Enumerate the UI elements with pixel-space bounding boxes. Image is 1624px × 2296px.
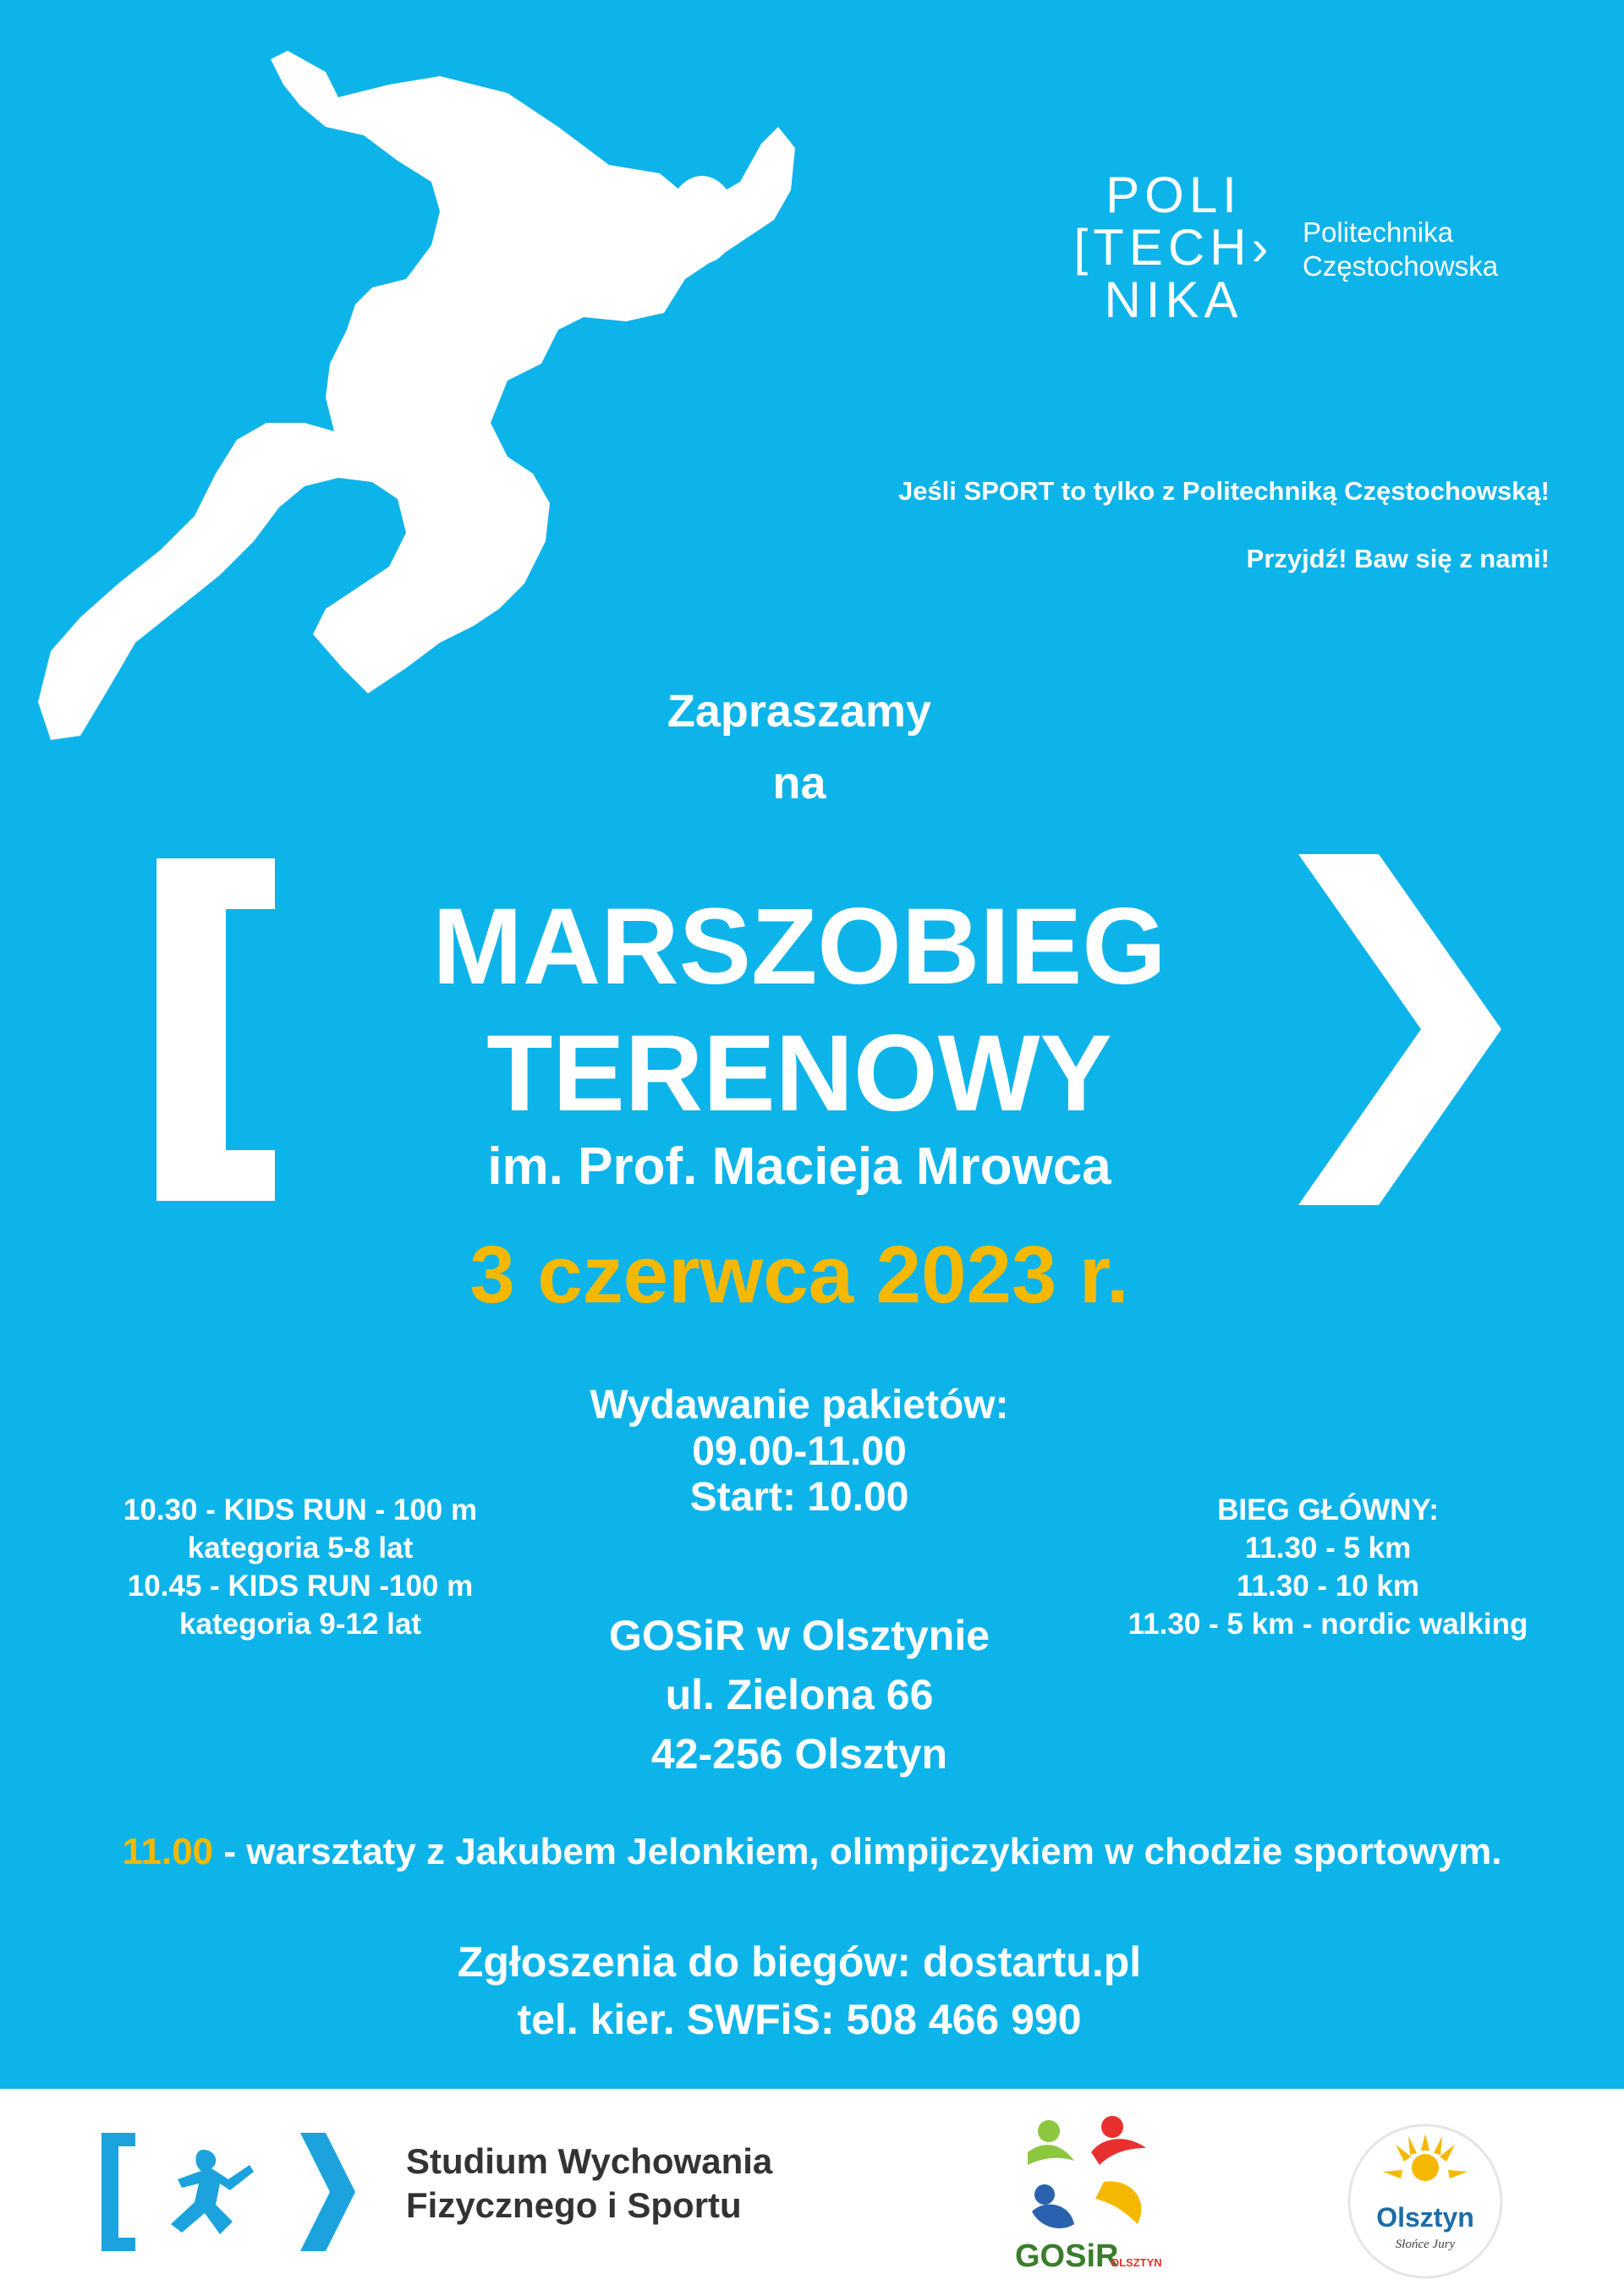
slogan-2: Przyjdź! Baw się z nami! <box>1246 544 1550 573</box>
event-title-line-2: TERENOWY <box>486 1013 1112 1134</box>
kids-line-4: kategoria 9-12 lat <box>179 1608 421 1641</box>
invite-line-1: Zapraszamy <box>667 686 932 737</box>
olsztyn-tagline: Słońce Jury <box>1395 2238 1456 2251</box>
footer <box>0 2089 1624 2296</box>
olsztyn-logo <box>1345 2121 1506 2282</box>
workshop-time: 11.00 <box>122 1831 214 1872</box>
venue-name: GOSiR w Olsztynie <box>608 1612 990 1659</box>
packets-time: 09.00-11.00 <box>692 1429 907 1474</box>
olsztyn-text: Olsztyn <box>1376 2202 1474 2233</box>
event-title-line-1: MARSZOBIEG <box>432 886 1166 1007</box>
gosir-text: GOSiR <box>1015 2238 1119 2274</box>
registration-line-2: tel. kier. SWFiS: 508 466 990 <box>517 1996 1082 2043</box>
runner-silhouette <box>34 25 829 761</box>
bracket-icon <box>156 858 275 1201</box>
main-run-schedule <box>1070 1491 1586 1643</box>
logo-line-1: POLI <box>1106 167 1242 223</box>
main-run-label: BIEG GŁÓWNY: <box>1217 1493 1439 1526</box>
venue-street: ul. Zielona 66 <box>665 1671 934 1718</box>
university-name-line-1: Politechnika <box>1303 216 1453 248</box>
event-date: 3 czerwca 2023 r. <box>469 1230 1129 1320</box>
event-subtitle: im. Prof. Macieja Mrowca <box>487 1137 1111 1196</box>
workshop-text: - warsztaty z Jakubem Jelonkiem, olimpijczykiem w chodzie sportowym. <box>213 1831 1502 1872</box>
swfis-line-2: Fizycznego i Sportu <box>406 2185 742 2225</box>
registration-line-1: Zgłoszenia do biegów: dostartu.pl <box>457 1938 1142 1986</box>
gosir-small-text: OLSZTYN <box>1111 2256 1162 2269</box>
logo-line-3: NIKA <box>1104 271 1243 328</box>
swfis-line-1: Studium Wychowania <box>406 2141 773 2181</box>
main-run-line-3: 11.30 - 5 km - nordic walking <box>1127 1608 1528 1641</box>
slogan-1: Jeśli SPORT to tylko z Politechniką Częstochowską! <box>897 476 1550 506</box>
packets-label: Wydawanie pakietów: <box>590 1383 1009 1427</box>
chevron-right-icon <box>1298 854 1501 1205</box>
main-run-line-2: 11.30 - 10 km <box>1237 1570 1419 1603</box>
logo-line-2: [TECH› <box>1073 219 1274 276</box>
workshop-info <box>34 1829 1590 1875</box>
swfis-logo <box>102 2133 355 2251</box>
university-name-line-2: Częstochowska <box>1303 250 1499 282</box>
kids-line-2: kategoria 5-8 lat <box>187 1532 414 1564</box>
invite-line-2: na <box>772 758 826 808</box>
kids-line-3: 10.45 - KIDS RUN -100 m <box>127 1570 474 1603</box>
main-run-line-1: 11.30 - 5 km <box>1244 1532 1412 1564</box>
kids-line-1: 10.30 - KIDS RUN - 100 m <box>123 1493 478 1526</box>
kids-schedule <box>51 1491 550 1643</box>
start-time: Start: 10.00 <box>689 1475 909 1520</box>
venue-city: 42-256 Olsztyn <box>650 1730 948 1778</box>
gosir-logo <box>1011 2106 1163 2283</box>
politechnika-logo <box>1070 169 1277 326</box>
university-name <box>1303 216 1498 283</box>
swfis-name <box>406 2140 772 2228</box>
